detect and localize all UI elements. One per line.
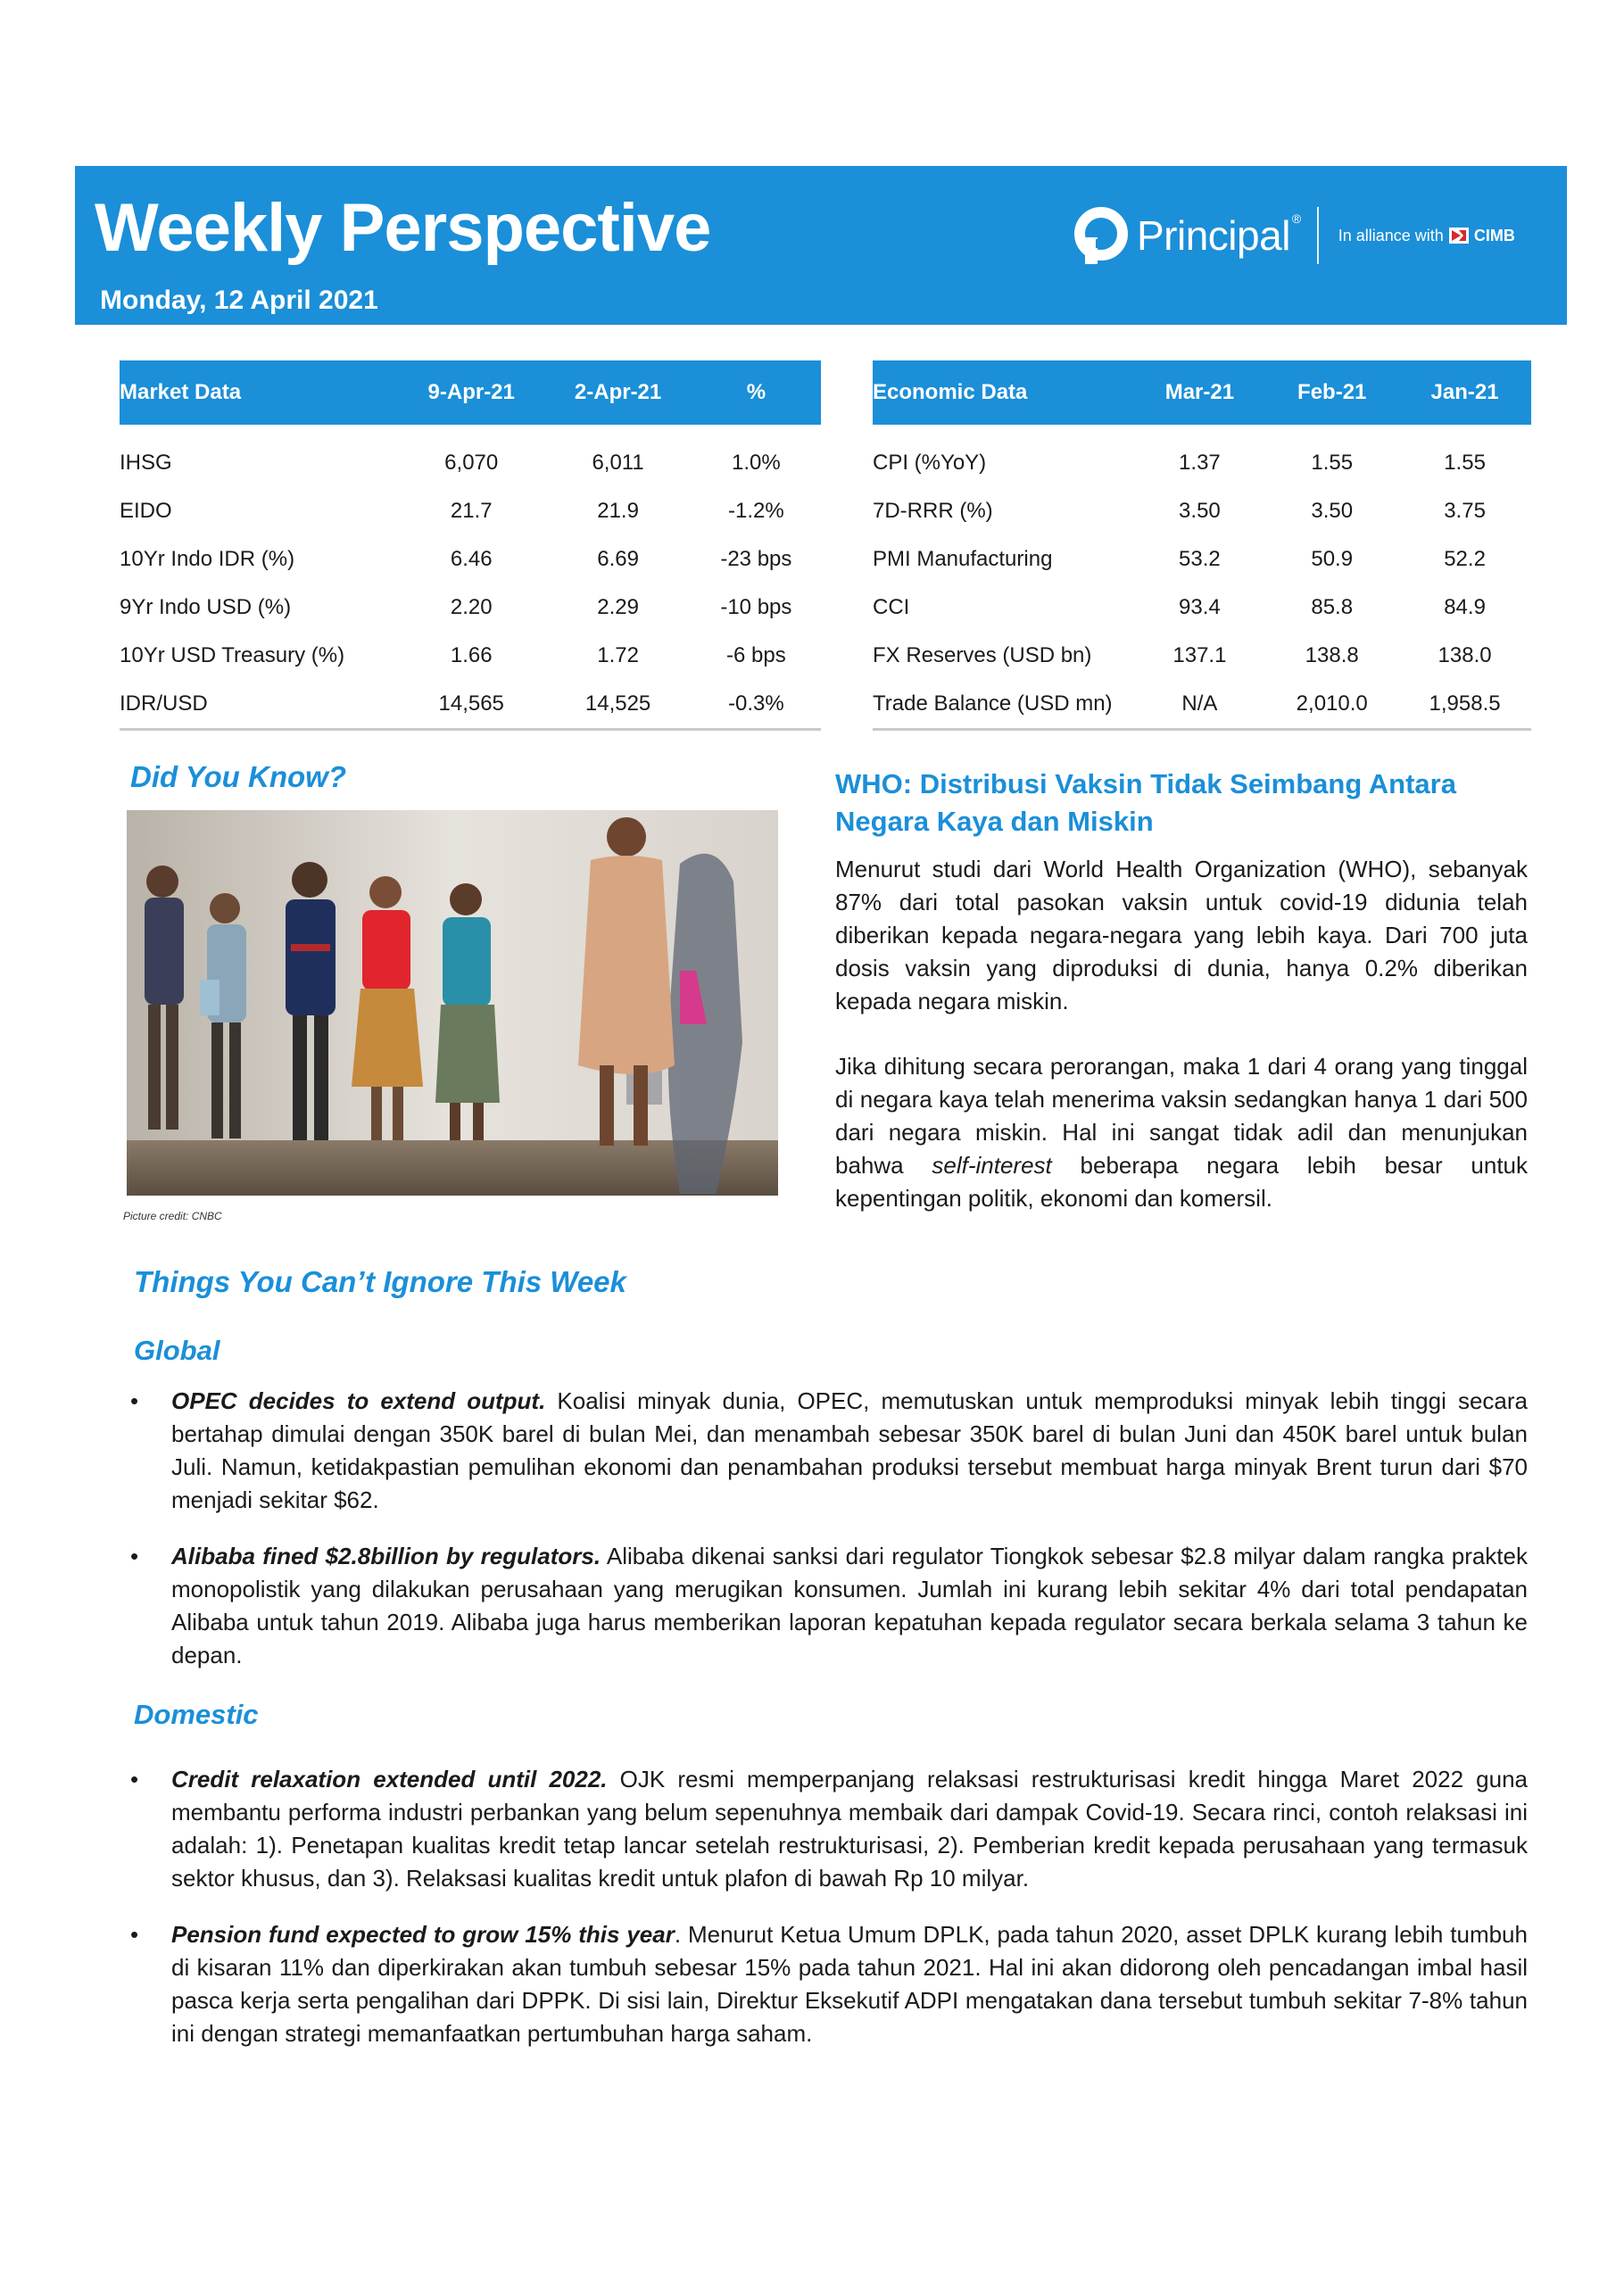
table-row: Trade Balance (USD mn) N/A 2,010.0 1,958.5 (873, 680, 1531, 730)
economic-data-table (873, 360, 1531, 731)
column-header: Mar-21 (1134, 360, 1266, 425)
page-title: Weekly Perspective (95, 190, 711, 266)
table-row: IDR/USD 14,565 14,525 -0.3% (120, 680, 821, 730)
list-item: • Pension fund expected to grow 15% this year. Menurut Ketua Umum DPLK, pada tahun 2020, asset DPLK kurang lebih tumbuh di kisaran 11% dan diperkirakan akan tumbuh sebesar 15% pada tahun 2021. Hal ini akan didorong oleh pencadangan imbal hasil pasca kerja serta pengalihan dari DPPK. Di sisi lain, Direktur Eksekutif ADPI mengatakan dana tersebut tumbuh sekitar 7-8% tahun ini dengan strategi memanfaatkan pertumbuhan harga saham. (130, 1918, 1528, 2050)
alliance-label: In alliance with CIMB (1338, 226, 1515, 244)
article-body (835, 853, 1528, 1247)
column-header: Market Data (120, 360, 398, 425)
article-paragraph: Menurut studi dari World Health Organization (WHO), sebanyak 87% dari total pasokan vaksin untuk covid-19 didunia telah diberikan kepada negara-negara yang lebih kaya. Dari 700 juta dosis vaksin yang diproduksi di dunia, hanya 0.2% diberikan kepada negara miskin. (835, 856, 1528, 1014)
news-photo (127, 810, 778, 1196)
logo-name: Principal ® (1137, 211, 1301, 259)
table-row: 7D-RRR (%) 3.50 3.50 3.75 (873, 499, 1486, 523)
table-row: 10Yr USD Treasury (%) 1.66 1.72 -6 bps (120, 643, 786, 667)
article-heading: WHO: Distribusi Vaksin Tidak Seimbang Antara Negara Kaya dan Miskin (835, 768, 1456, 837)
column-header: 9-Apr-21 (398, 360, 544, 425)
principal-logo (1073, 207, 1515, 264)
table-row: CPI (%YoY) 1.37 1.55 1.55 (873, 451, 1486, 475)
table-row: 10Yr Indo IDR (%) 6.46 6.69 -23 bps (120, 547, 792, 571)
global-heading: Global (134, 1335, 220, 1366)
market-data-table (120, 360, 821, 731)
list-item: • OPEC decides to extend output. Koalisi minyak dunia, OPEC, memutuskan untuk memproduksi minyak lebih tinggi secara bertahap dimulai dengan 350K barel di bulan Mei, dan menambah sebesar 350K barel di bulan Juni dan 450K barel untuk bulan Juli. Namun, ketidakpastian pemulihan ekonomi dan penambahan produksi tersebut membuat harga minyak Brent turun dari $70 menjadi sekitar $62. (130, 1385, 1528, 1517)
principal-mark-icon (1073, 207, 1130, 264)
issue-date: Monday, 12 April 2021 (100, 286, 378, 315)
column-header: Jan-21 (1398, 360, 1531, 425)
global-bullets (130, 1385, 1528, 1693)
table-row: EIDO 21.7 21.9 -1.2% (120, 499, 784, 523)
table-row: PMI Manufacturing 53.2 50.9 52.2 (873, 547, 1486, 571)
bullet-icon: • (130, 1543, 139, 1569)
column-header: Feb-21 (1265, 360, 1398, 425)
things-heading: Things You Can’t Ignore This Week (134, 1265, 626, 1298)
logo-divider (1317, 207, 1319, 264)
column-header: 2-Apr-21 (544, 360, 691, 425)
list-item: • Credit relaxation extended until 2022. OJK resmi memperpanjang relaksasi restrukturisasi kredit hingga Maret 2022 guna membantu performa industri perbankan yang belum sepenuhnya membaik dari dampak Covid-19. Secara rinci, contoh relaksasi ini adalah: 1). Penetapan kualitas kredit tetap lancar setelah restrukturisasi, 2). Pemberian kredit kepada perusahaan yang termasuk sektor khusus, dan 3). Relaksasi kualitas kredit untuk plafon di bawah Rp 10 milyar. (130, 1763, 1528, 1895)
column-header: % (692, 360, 821, 425)
bullet-icon: • (130, 1387, 139, 1414)
bullet-icon: • (130, 1921, 139, 1948)
table-row: 9Yr Indo USD (%) 2.20 2.29 -10 bps (120, 595, 792, 619)
header-banner (75, 166, 1567, 325)
domestic-heading: Domestic (134, 1699, 259, 1730)
bullet-icon: • (130, 1766, 139, 1792)
table-row: FX Reserves (USD bn) 137.1 138.8 138.0 (873, 643, 1492, 667)
article-paragraph: Jika dihitung secara perorangan, maka 1 dari 4 orang yang tinggal di negara kaya telah menerima vaksin sedangkan hanya 1 dari 500 dari negara miskin. Hal ini sangat tidak adil dan menunjukan bahwa self-interest beberapa negara lebih besar untuk kepentingan politik, ekonomi dan komersil. (835, 1053, 1529, 1212)
domestic-bullets (130, 1763, 1528, 2072)
table-row: IHSG 6,070 6,011 1.0% (120, 451, 781, 475)
list-item: • Alibaba fined $2.8billion by regulators. Alibaba dikenai sanksi dari regulator Tiongkok sebesar $2.8 milyar dalam rangka praktek monopolistik yang dilakukan perusahaan yang merugikan konsumen. Jumlah ini kurang lebih sekitar 4% dari total pendapatan Alibaba untuk tahun 2019. Alibaba juga harus memberikan laporan kepatuhan kepada regulator secara berkala selama 3 tahun ke depan. (130, 1540, 1528, 1672)
photo-credit: Picture credit: CNBC (123, 1210, 222, 1222)
table-row: CCI 93.4 85.8 84.9 (873, 595, 1486, 619)
cimb-mark-icon (1449, 228, 1469, 244)
column-header: Economic Data (873, 360, 1134, 425)
did-you-know-heading: Did You Know? (130, 760, 346, 793)
